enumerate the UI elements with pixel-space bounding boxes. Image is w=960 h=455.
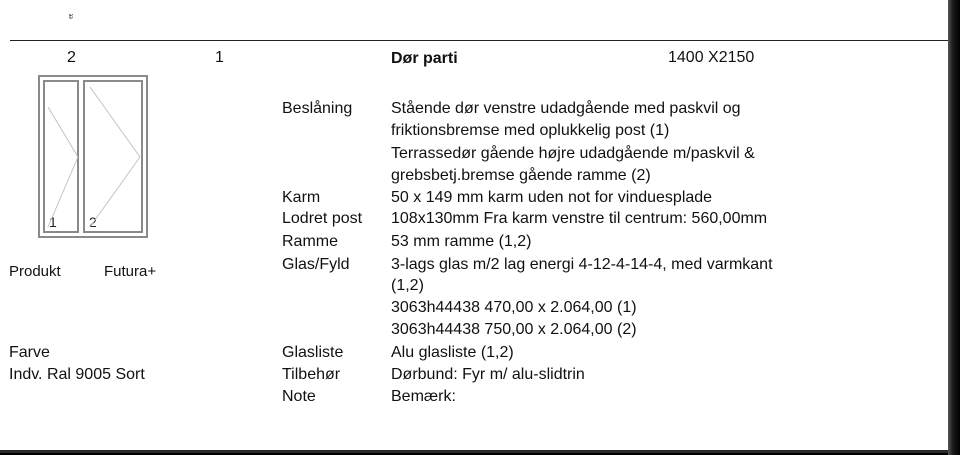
spec-value-beslaning-line: grebsbetj.bremse gående ramme (2) [391, 167, 651, 184]
spec-value-beslaning-line: Terrassedør gående højre udadgående m/paskvil & [391, 145, 755, 162]
spec-value-glas-line: (1,2) [391, 277, 424, 294]
position-number: 2 [67, 49, 76, 66]
spec-value-ramme: 53 mm ramme (1,2) [391, 233, 532, 250]
door-elevation-drawing [38, 75, 148, 238]
spec-value-glas-line: 3-lags glas m/2 lag energi 4-12-4-14-4, med varmkant [391, 256, 773, 273]
color-label: Farve [9, 344, 50, 361]
spec-label-tilbehor: Tilbehør [282, 366, 341, 383]
spec-value-glas-line: 3063h44438 750,00 x 2.064,00 (2) [391, 321, 637, 338]
spec-value-tilbehor: Dørbund: Fyr m/ alu-slidtrin [391, 366, 585, 383]
product-value: Futura+ [104, 263, 157, 280]
opening-direction-lines [40, 77, 150, 240]
spec-value-note: Bemærk: [391, 388, 456, 405]
page-edge-shadow [948, 0, 960, 455]
item-title: Dør parti [391, 50, 458, 67]
item-dimensions: 1400 X2150 [668, 49, 755, 66]
spec-label-lodret-post: Lodret post [282, 210, 363, 227]
spec-value-karm: 50 x 149 mm karm uden not for vinduesplade [391, 189, 713, 206]
header-rule [10, 40, 948, 41]
spec-label-glas: Glas/Fyld [282, 256, 350, 273]
header-scribble: ะ [68, 10, 73, 22]
spec-label-beslaning: Beslåning [282, 100, 353, 117]
spec-label-note: Note [282, 388, 316, 405]
quantity: 1 [215, 49, 224, 66]
spec-value-beslaning-line: friktionsbremse med oplukkelig post (1) [391, 122, 670, 139]
spec-value-glas-line: 3063h44438 470,00 x 2.064,00 (1) [391, 299, 637, 316]
color-value: Indv. Ral 9005 Sort [9, 366, 145, 383]
spec-label-ramme: Ramme [282, 233, 339, 250]
sash-1-number: 1 [49, 214, 57, 230]
spec-label-karm: Karm [282, 189, 321, 206]
sash-2-number: 2 [89, 214, 97, 230]
spec-value-beslaning-line: Stående dør venstre udadgående med paskvil og [391, 100, 741, 117]
spec-label-glasliste: Glasliste [282, 344, 344, 361]
product-label: Produkt [9, 263, 61, 280]
spec-value-lodret-post: 108x130mm Fra karm venstre til centrum: 560,00mm [391, 210, 768, 227]
spec-value-glasliste: Alu glasliste (1,2) [391, 344, 514, 361]
